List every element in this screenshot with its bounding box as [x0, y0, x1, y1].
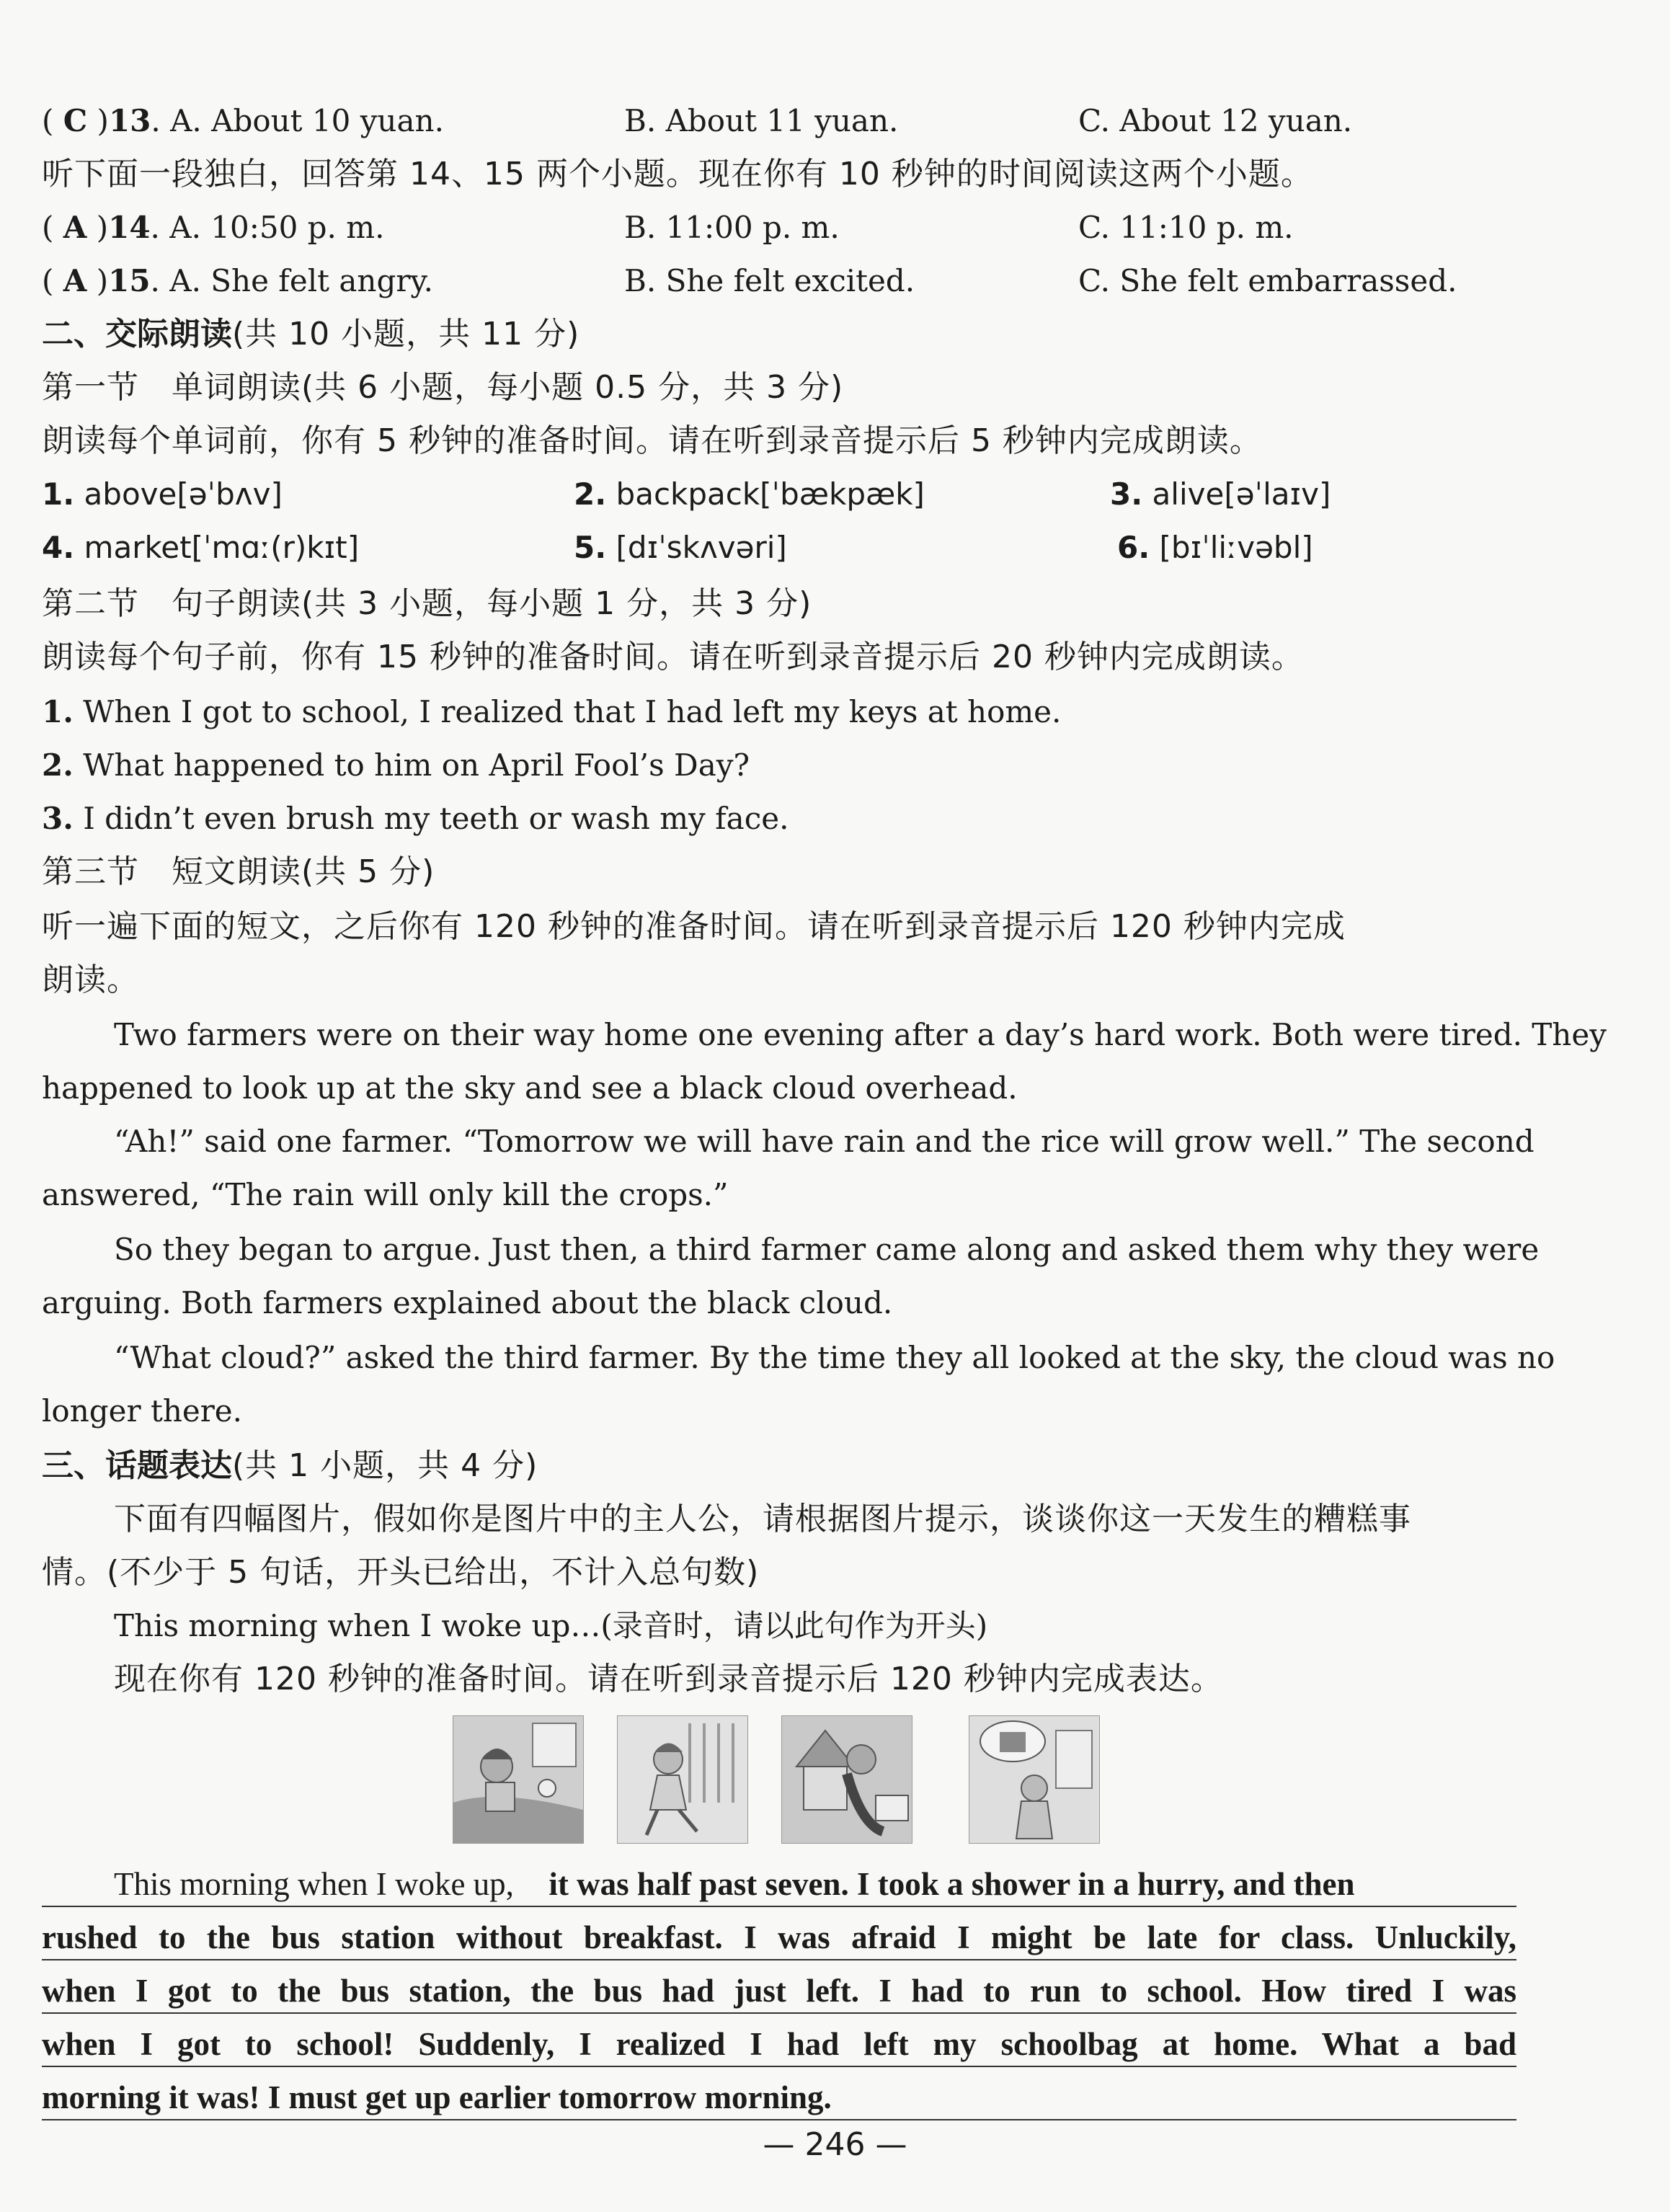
- word-3: 3. alive[əˈlaɪv]: [1110, 476, 1331, 512]
- passage-line-5: So they began to argue. Just then, a third farmer came along and asked them why they were: [114, 1232, 1540, 1267]
- option-a: A. She felt angry.: [169, 263, 433, 298]
- question-number: 14: [108, 210, 151, 245]
- q13-option-b: B. About 11 yuan.: [624, 103, 899, 138]
- option-a: A. About 10 yuan.: [170, 103, 444, 138]
- section-3-opening: This morning when I woke up…(录音时，请以此句作为开头): [114, 1608, 988, 1643]
- q14-option-c: C. 11:10 p. m.: [1078, 210, 1294, 245]
- passage-line-2: happened to look up at the sky and see a black cloud overhead.: [42, 1070, 1018, 1106]
- section-3-instruction-1: 下面有四幅图片，假如你是图片中的主人公，请根据图片提示，谈谈你这一天发生的糟糕事: [114, 1501, 1411, 1537]
- word-5: 5. [dɪˈskʌvəri]: [574, 530, 787, 565]
- passage-line-7: “What cloud?” asked the third farmer. By the time they all looked at the sky, the cloud was no: [114, 1340, 1555, 1375]
- part-2-title: 第二节 句子朗读(共 3 小题，每小题 1 分，共 3 分): [42, 585, 812, 622]
- passage-line-6: arguing. Both farmers explained about the black cloud.: [42, 1285, 893, 1320]
- q15-option-b: B. She felt excited.: [624, 263, 915, 298]
- word-2: 2. backpack[ˈbækpæk]: [574, 476, 925, 512]
- passage-line-1: Two farmers were on their way home one evening after a day’s hard work. Both were tired. They: [114, 1017, 1607, 1052]
- picture-2-running: [617, 1715, 748, 1844]
- answer-line-5: morning it was! I must get up earlier tomorrow morning.: [42, 2076, 1516, 2120]
- word-4: 4. market[ˈmɑː(r)kɪt]: [42, 530, 360, 565]
- section-3-heading: 三、话题表达(共 1 小题，共 4 分): [42, 1447, 538, 1484]
- section-3-instruction-2: 情。(不少于 5 句话，开头已给出，不计入总句数): [42, 1554, 760, 1591]
- sentence-2: 2. What happened to him on April Fool’s Day?: [42, 747, 750, 783]
- picture-3-bus-left: [781, 1715, 912, 1844]
- answer-line-4: when I got to school! Suddenly, I realized I had left my schoolbag at home. What a bad: [42, 2022, 1516, 2067]
- q15-option-c: C. She felt embarrassed.: [1078, 263, 1457, 298]
- answer-14: A: [63, 210, 87, 245]
- answer-15: A: [63, 263, 87, 298]
- part-3-instruction-1: 听一遍下面的短文，之后你有 120 秒钟的准备时间。请在听到录音提示后 120 秒钟内完成: [42, 908, 1346, 945]
- monologue-intro: 听下面一段独白，回答第 14、15 两个小题。现在你有 10 秒钟的时间阅读这两个小题。: [42, 156, 1313, 192]
- part-1-instruction: 朗读每个单词前，你有 5 秒钟的准备时间。请在听到录音提示后 5 秒钟内完成朗读。: [42, 422, 1262, 459]
- q13-option-c: C. About 12 yuan.: [1078, 103, 1353, 138]
- part-3-title: 第三节 短文朗读(共 5 分): [42, 853, 435, 890]
- answer-13: C: [63, 103, 88, 138]
- answer-line-1: This morning when I woke up, it was half past seven. I took a shower in a hurry, and then: [42, 1862, 1516, 1907]
- question-number: 15: [108, 263, 151, 298]
- answer-line-3: when I got to the bus station, the bus had just left. I had to run to school. How tired I was: [42, 1969, 1516, 2014]
- q14-option-b: B. 11:00 p. m.: [624, 210, 840, 245]
- part-2-instruction: 朗读每个句子前，你有 15 秒钟的准备时间。请在听到录音提示后 20 秒钟内完成朗读。: [42, 639, 1304, 675]
- page-number: — 246 —: [763, 2126, 907, 2163]
- section-2-heading: 二、交际朗读(共 10 小题，共 11 分): [42, 316, 580, 352]
- part-3-instruction-2: 朗读。: [42, 961, 139, 998]
- picture-1-waking-up: [453, 1715, 584, 1844]
- passage-line-4: answered, “The rain will only kill the crops.”: [42, 1177, 729, 1212]
- sentence-1: 1. When I got to school, I realized that I had left my keys at home.: [42, 694, 1062, 729]
- answer-line-2: rushed to the bus station without breakfast. I was afraid I might be late for class. Unluckily,: [42, 1916, 1516, 1960]
- picture-4-forgot-schoolbag: [969, 1715, 1100, 1844]
- part-1-title: 第一节 单词朗读(共 6 小题，每小题 0.5 分，共 3 分): [42, 369, 844, 406]
- sentence-3: 3. I didn’t even brush my teeth or wash my face.: [42, 801, 789, 836]
- option-a: A. 10:50 p. m.: [169, 210, 385, 245]
- question-13: ( C )13. A. About 10 yuan.: [42, 103, 444, 138]
- passage-line-3: “Ah!” said one farmer. “Tomorrow we will have rain and the rice will grow well.” The second: [114, 1124, 1534, 1159]
- question-15: ( A )15. A. She felt angry.: [42, 263, 433, 298]
- word-1: 1. above[əˈbʌv]: [42, 476, 283, 512]
- passage-line-8: longer there.: [42, 1393, 243, 1429]
- question-number: 13: [108, 103, 151, 138]
- section-3-prep: 现在你有 120 秒钟的准备时间。请在听到录音提示后 120 秒钟内完成表达。: [114, 1661, 1223, 1697]
- question-14: ( A )14. A. 10:50 p. m.: [42, 210, 385, 245]
- word-6: 6. [bɪˈliːvəbl]: [1117, 530, 1313, 565]
